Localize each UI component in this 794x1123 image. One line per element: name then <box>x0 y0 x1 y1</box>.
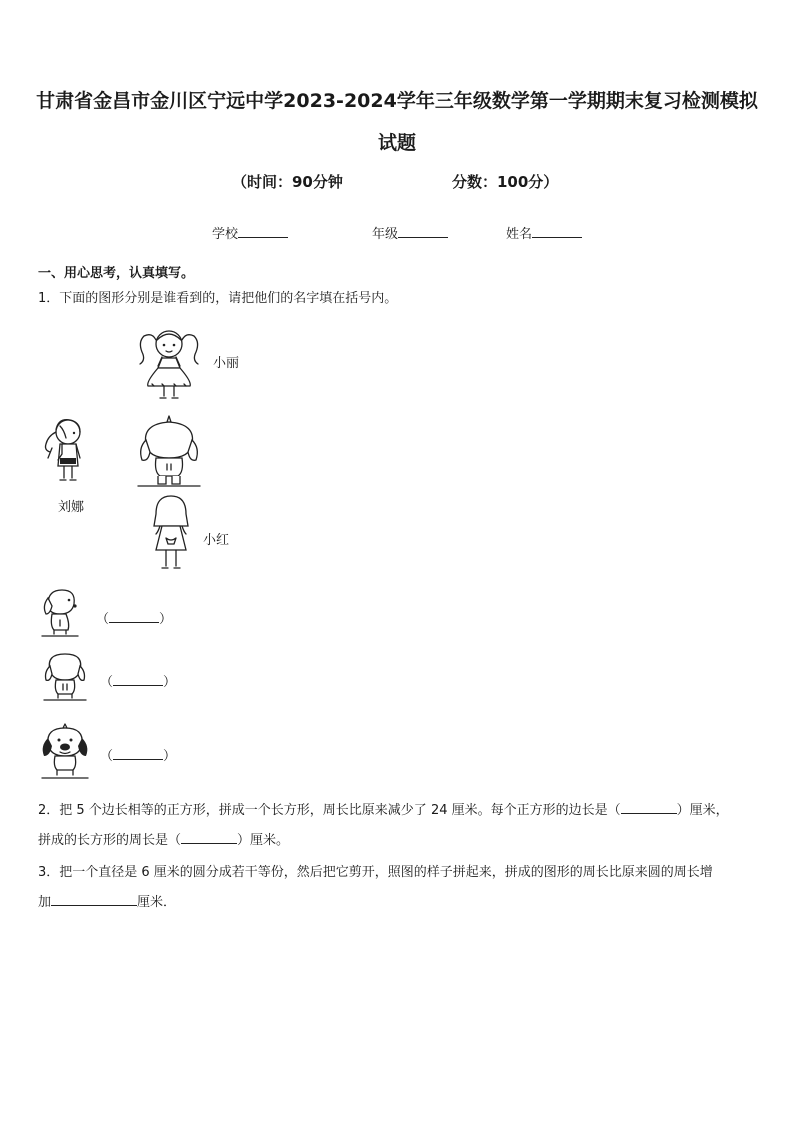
answer-3-open: （ <box>100 749 114 764</box>
question-3-line-1: 3．把一个直径是 6 厘米的圆分成若干等份，然后把它剪开，照图的样子拼起来，拼成的图形的周长比原来圆的周长增 <box>38 865 713 880</box>
question-2-text-c: 拼成的长方形的周长是（ <box>38 833 182 848</box>
question-2-blank-1[interactable] <box>621 813 677 814</box>
school-field <box>212 223 288 242</box>
answer-2-close: ） <box>163 675 177 690</box>
name-label: 姓名 <box>506 227 533 242</box>
question-3-text-a: 加 <box>38 895 52 910</box>
question-2-line-2 <box>38 832 289 850</box>
grade-blank[interactable] <box>398 237 448 238</box>
question-2-line-1 <box>38 802 729 820</box>
answer-2-blank[interactable] <box>113 685 163 686</box>
question-2-text-d: ）厘米。 <box>237 833 290 848</box>
question-2-text-a: 2．把 5 个边长相等的正方形，拼成一个长方形，周长比原来减少了 24 厘米。每个正方形的边长是（ <box>38 803 621 818</box>
answer-3-close: ） <box>163 749 177 764</box>
page-title: 甘肃省金昌市金川区宁远中学2023-2024学年三年级数学第一学期期末复习检测模拟 <box>36 90 758 112</box>
name-liuna: 刘娜 <box>58 500 85 515</box>
name-xiaoli: 小丽 <box>213 356 240 371</box>
answer-1-open: （ <box>96 612 110 627</box>
dog-back-view <box>42 648 88 704</box>
question-3-blank[interactable] <box>51 905 137 906</box>
girl-front-illustration <box>134 326 204 404</box>
grade-label: 年级 <box>372 227 399 242</box>
time-info: （时间：90分钟 <box>232 173 343 191</box>
girl-side-illustration <box>40 414 90 492</box>
question-2-text-b: ）厘米， <box>676 803 729 818</box>
answer-1-close: ） <box>159 612 173 627</box>
section-heading: 一、用心思考，认真填写。 <box>38 266 195 281</box>
score-info: 分数：100分） <box>452 173 559 191</box>
center-dog-illustration <box>136 414 202 490</box>
question-2-blank-2[interactable] <box>181 843 237 844</box>
question-3-line-2 <box>38 894 176 912</box>
grade-field <box>372 223 448 242</box>
name-blank[interactable] <box>532 237 582 238</box>
dog-front-view <box>40 722 90 782</box>
answer-2 <box>100 671 176 690</box>
answer-1 <box>96 608 172 627</box>
question-1-text: 1．下面的图形分别是谁看到的，请把他们的名字填在括号内。 <box>38 291 398 306</box>
dog-side-view <box>40 586 80 640</box>
name-field <box>506 223 582 242</box>
name-xiaohong: 小红 <box>203 533 230 548</box>
school-label: 学校 <box>212 227 239 242</box>
question-3-text-b: 厘米． <box>137 895 177 910</box>
page-title-continued: 试题 <box>377 132 416 154</box>
girl-back-illustration <box>146 492 196 576</box>
answer-3-blank[interactable] <box>113 759 163 760</box>
answer-1-blank[interactable] <box>109 622 159 623</box>
school-blank[interactable] <box>238 237 288 238</box>
answer-3 <box>100 745 176 764</box>
answer-2-open: （ <box>100 675 114 690</box>
